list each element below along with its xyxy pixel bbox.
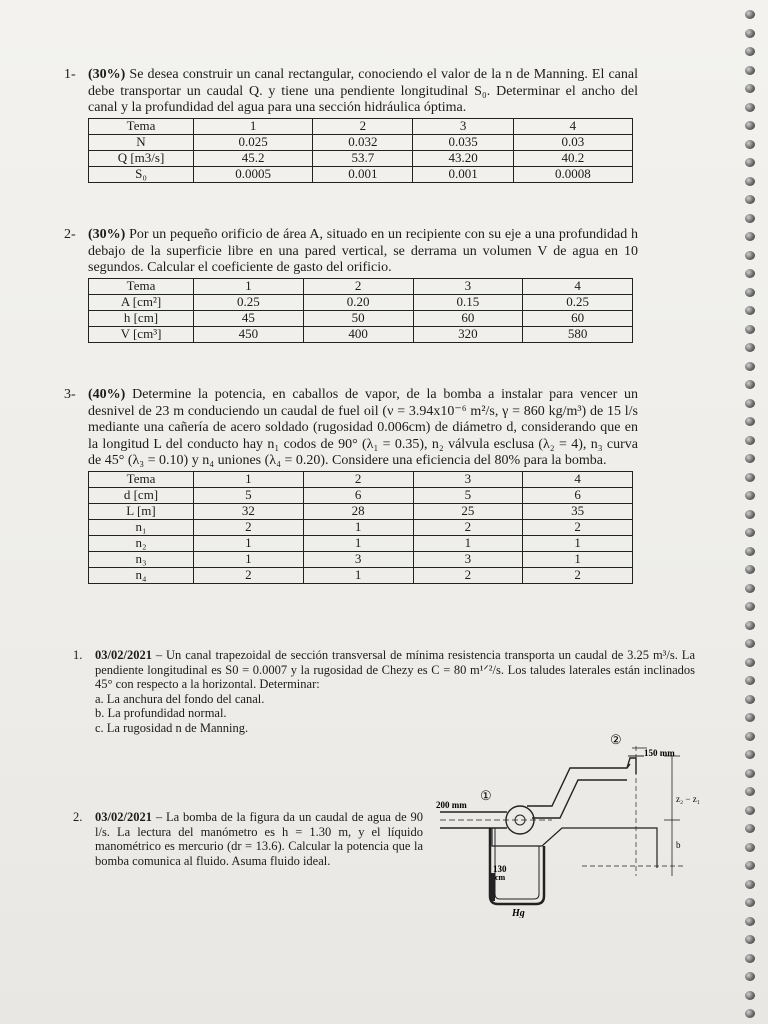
table-cell: 50 xyxy=(303,310,413,326)
data-table xyxy=(88,471,633,584)
binding-ring xyxy=(745,29,755,38)
binding-ring xyxy=(745,621,755,630)
binding-ring xyxy=(745,695,755,704)
point-1-label: ① xyxy=(480,788,492,803)
table-cell: 3 xyxy=(413,118,513,134)
table-cell: 0.032 xyxy=(313,134,413,150)
table-cell: 4 xyxy=(513,118,632,134)
spiral-binding xyxy=(742,10,762,1020)
binding-ring xyxy=(745,158,755,167)
table-cell: 1 xyxy=(523,551,633,567)
binding-ring xyxy=(745,362,755,371)
binding-ring xyxy=(745,103,755,112)
problem-statement xyxy=(95,648,695,692)
diameter-150-label: 150 mm xyxy=(644,748,675,758)
binding-ring xyxy=(745,214,755,223)
problem-statement xyxy=(95,810,423,868)
binding-ring xyxy=(745,121,755,130)
problem-1 xyxy=(64,67,638,183)
table-header-row xyxy=(89,118,633,134)
table-cell: 60 xyxy=(413,310,523,326)
table-cell: 580 xyxy=(523,326,633,342)
data-table xyxy=(88,278,633,343)
binding-ring xyxy=(745,917,755,926)
binding-ring xyxy=(745,750,755,759)
table-cell: 0.15 xyxy=(413,294,523,310)
binding-ring xyxy=(745,232,755,241)
table-row xyxy=(89,294,633,310)
table-cell: 40.2 xyxy=(513,150,632,166)
table-row xyxy=(89,551,633,567)
table-row-label: n₃ xyxy=(89,551,194,567)
table-cell: 3 xyxy=(413,471,523,487)
problem-statement xyxy=(88,227,638,277)
binding-ring xyxy=(745,399,755,408)
table-cell: 2 xyxy=(313,118,413,134)
table-cell: 1 xyxy=(413,535,523,551)
table-row xyxy=(89,326,633,342)
table-cell: 2 xyxy=(194,567,304,583)
table-row-label: n₄ xyxy=(89,567,194,583)
table-cell: 35 xyxy=(523,503,633,519)
table-cell: 6 xyxy=(523,487,633,503)
table-cell: 1 xyxy=(194,278,304,294)
point-2-label: ② xyxy=(610,732,622,747)
table-cell: 2 xyxy=(523,519,633,535)
table-cell: 53.7 xyxy=(313,150,413,166)
table-cell: 28 xyxy=(303,503,413,519)
binding-ring xyxy=(745,713,755,722)
binding-ring xyxy=(745,658,755,667)
binding-ring xyxy=(745,528,755,537)
problem-number: 2. xyxy=(73,810,83,824)
table-cell: 2 xyxy=(194,519,304,535)
table-row-label: A [cm²] xyxy=(89,294,194,310)
table-row xyxy=(89,487,633,503)
table-cell: 0.25 xyxy=(523,294,633,310)
table-cell: 1 xyxy=(194,471,304,487)
binding-ring xyxy=(745,806,755,815)
manometer-cm-label: cm xyxy=(495,873,506,882)
binding-ring xyxy=(745,10,755,19)
table-cell: 5 xyxy=(194,487,304,503)
binding-ring xyxy=(745,843,755,852)
table-cell: 5 xyxy=(413,487,523,503)
table-row xyxy=(89,134,633,150)
problem-text: Determine la potencia, en caballos de vapor, de la bomba a instalar para vencer un desnivel de 23 m conduciendo un caudal de fuel oil (ν = 3.94x10⁻⁶ m²/s, γ = 860 kg/m³) de 15 l/s mediante una cañería de acero soldado (rugosidad 0.006cm) de diámetro d, considerando que en la longitud L del conducto hay n₁ codos de 90° (λ₁ = 0.35), n₂ válvula esclusa (λ₂ = 4), n₃ curva de 45° (λ₃ = 0.10) y n₄ uniones (λ₄ = 0.20). Considere una eficiencia del 80% para la bomba. xyxy=(88,387,638,468)
table-cell: 2 xyxy=(303,471,413,487)
binding-ring xyxy=(745,177,755,186)
table-row xyxy=(89,503,633,519)
table-row-label: V [cm³] xyxy=(89,326,194,342)
problem-text: Se desea construir un canal rectangular, conociendo el valor de la n de Manning. El canal debe transportar un caudal Q. y tiene una pendiente longitudinal S₀. Determinar el ancho del canal y la profundidad del agua para una sección hidráulica óptima. xyxy=(88,67,638,115)
problem-weight: (30%) xyxy=(88,67,126,82)
table-row-label: d [cm] xyxy=(89,487,194,503)
binding-ring xyxy=(745,547,755,556)
table-cell: 4 xyxy=(523,471,633,487)
binding-ring xyxy=(745,639,755,648)
binding-ring xyxy=(745,473,755,482)
table-header-row xyxy=(89,471,633,487)
problem-number: 1. xyxy=(73,648,83,662)
binding-ring xyxy=(745,584,755,593)
table-cell: 2 xyxy=(523,567,633,583)
table-cell: 2 xyxy=(413,519,523,535)
discharge-pipe-lower xyxy=(532,780,627,818)
problem-date: 03/02/2021 xyxy=(95,810,152,824)
problem-text: – La bomba de la figura da un caudal de agua de 90 l/s. La lectura del manómetro es h = 1.30 m, y el líquido manométrico es mercurio (dr = 13.6). Calcular la potencia que la bomba comunica al fluido. Asuma fluido ideal. xyxy=(95,810,423,868)
binding-ring xyxy=(745,288,755,297)
list-item: c. La rugosidad n de Manning. xyxy=(95,720,249,735)
binding-ring xyxy=(745,732,755,741)
binding-ring xyxy=(745,251,755,260)
list-item: b. La profundidad normal. xyxy=(95,706,227,720)
pump-diagram xyxy=(432,728,702,918)
problem-number: 2- xyxy=(64,227,76,242)
table-cell: 4 xyxy=(523,278,633,294)
table-row xyxy=(89,310,633,326)
exam-problem-2 xyxy=(73,810,423,868)
binding-ring xyxy=(745,491,755,500)
problem-3 xyxy=(64,387,638,584)
table-cell: 45 xyxy=(194,310,304,326)
discharge-pipe-upper xyxy=(527,764,630,806)
binding-ring xyxy=(745,343,755,352)
table-cell: 320 xyxy=(413,326,523,342)
table-cell: 0.25 xyxy=(194,294,304,310)
problem-number: 1- xyxy=(64,67,76,82)
pump-figure xyxy=(432,728,702,918)
problem-2 xyxy=(64,227,639,343)
table-header-row xyxy=(89,278,633,294)
height-difference-label: z₂ − z₁ xyxy=(676,794,700,804)
binding-ring xyxy=(745,824,755,833)
table-cell: 1 xyxy=(194,551,304,567)
table-row-label: n₁ xyxy=(89,519,194,535)
table-row-label: N xyxy=(89,134,194,150)
table-cell: 1 xyxy=(194,535,304,551)
table-row xyxy=(89,567,633,583)
table-cell: 45.2 xyxy=(194,150,313,166)
table-cell: 2 xyxy=(303,278,413,294)
table-row-label: h [cm] xyxy=(89,310,194,326)
table-cell: 1 xyxy=(194,118,313,134)
table-cell: 3 xyxy=(303,551,413,567)
binding-ring xyxy=(745,454,755,463)
binding-ring xyxy=(745,269,755,278)
table-row xyxy=(89,150,633,166)
binding-ring xyxy=(745,565,755,574)
binding-ring xyxy=(745,195,755,204)
binding-ring xyxy=(745,47,755,56)
table-cell: 0.001 xyxy=(313,166,413,182)
binding-ring xyxy=(745,1009,755,1018)
table-cell: 2 xyxy=(413,567,523,583)
binding-ring xyxy=(745,861,755,870)
binding-ring xyxy=(745,306,755,315)
table-cell: 1 xyxy=(303,535,413,551)
problem-date: 03/02/2021 xyxy=(95,648,152,662)
binding-ring xyxy=(745,972,755,981)
table-row-label: Q [m3/s] xyxy=(89,150,194,166)
table-row xyxy=(89,519,633,535)
binding-ring xyxy=(745,66,755,75)
binding-ring xyxy=(745,140,755,149)
binding-ring xyxy=(745,602,755,611)
table-cell: 1 xyxy=(523,535,633,551)
table-row-label: n₂ xyxy=(89,535,194,551)
exam-problem-1 xyxy=(73,648,695,735)
table-row xyxy=(89,535,633,551)
table-cell: 32 xyxy=(194,503,304,519)
table-cell: 25 xyxy=(413,503,523,519)
binding-ring xyxy=(745,880,755,889)
table-cell: 0.035 xyxy=(413,134,513,150)
binding-ring xyxy=(745,436,755,445)
binding-ring xyxy=(745,935,755,944)
table-cell: 1 xyxy=(303,519,413,535)
table-cell: 0.0008 xyxy=(513,166,632,182)
manometer-130-label: 130 xyxy=(493,864,507,874)
problem-text: Por un pequeño orificio de área A, situado en un recipiente con su eje a una profundidad h debajo de la superficie libre en una pared vertical, se derrama un volumen V de agua en 10 segundos. Calcular el coeficiente de gasto del orificio. xyxy=(88,227,639,275)
table-cell: 400 xyxy=(303,326,413,342)
binding-ring xyxy=(745,676,755,685)
data-table xyxy=(88,118,633,183)
binding-ring xyxy=(745,417,755,426)
binding-ring xyxy=(745,510,755,519)
table-cell: 60 xyxy=(523,310,633,326)
problem-text: – Un canal trapezoidal de sección transversal de mínima resistencia transporta un caudal de 3.25 m³/s. La pendiente longitudinal es S0 = 0.0007 y la rugosidad de Chezy es C = 80 m¹ᐟ²/s. Los taludes laterales están inclinados 45° con respecto a la horizontal. Determinar: xyxy=(95,648,695,691)
binding-ring xyxy=(745,991,755,1000)
list-item: a. La anchura del fondo del canal. xyxy=(95,691,265,706)
table-row-label: S₀ xyxy=(89,166,194,182)
table-row-label: L [m] xyxy=(89,503,194,519)
binding-ring xyxy=(745,787,755,796)
b-label: b xyxy=(676,840,681,850)
table-cell: 0.001 xyxy=(413,166,513,182)
problem-number: 3- xyxy=(64,387,76,402)
table-cell: 0.025 xyxy=(194,134,313,150)
pump-icon xyxy=(506,806,534,834)
table-cell: 6 xyxy=(303,487,413,503)
mercury-label: Hg xyxy=(512,908,525,918)
binding-ring xyxy=(745,769,755,778)
table-row-label: Tema xyxy=(89,118,194,134)
table-cell: 0.03 xyxy=(513,134,632,150)
table-row-label: Tema xyxy=(89,278,194,294)
binding-ring xyxy=(745,380,755,389)
binding-ring xyxy=(745,325,755,334)
table-cell: 43.20 xyxy=(413,150,513,166)
table-cell: 3 xyxy=(413,278,523,294)
table-row-label: Tema xyxy=(89,471,194,487)
table-cell: 3 xyxy=(413,551,523,567)
binding-ring xyxy=(745,84,755,93)
table-cell: 1 xyxy=(303,567,413,583)
problem-weight: (40%) xyxy=(88,387,126,402)
table-cell: 0.0005 xyxy=(194,166,313,182)
table-cell: 0.20 xyxy=(303,294,413,310)
problem-statement xyxy=(88,67,638,117)
problem-statement xyxy=(88,387,638,470)
binding-ring xyxy=(745,898,755,907)
problem-weight: (30%) xyxy=(88,227,126,242)
table-cell: 450 xyxy=(194,326,304,342)
diameter-200-label: 200 mm xyxy=(436,800,467,810)
binding-ring xyxy=(745,954,755,963)
table-row xyxy=(89,166,633,182)
